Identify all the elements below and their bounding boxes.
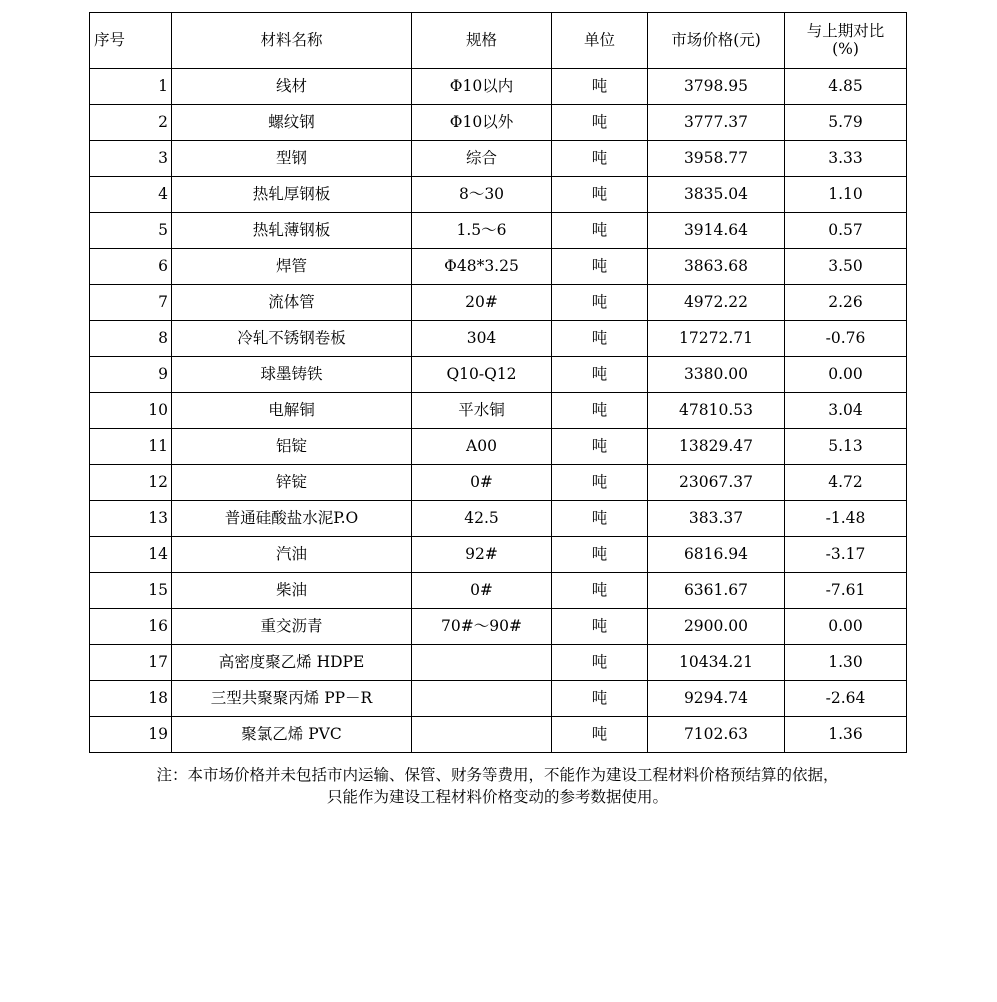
cell-price: 3914.64 — [648, 213, 785, 249]
cell-change: 4.72 — [785, 465, 907, 501]
cell-change: -3.17 — [785, 537, 907, 573]
cell-price: 9294.74 — [648, 681, 785, 717]
cell-spec: Φ10以内 — [412, 69, 552, 105]
cell-price: 3835.04 — [648, 177, 785, 213]
cell-index: 16 — [90, 609, 172, 645]
cell-unit: 吨 — [552, 537, 648, 573]
cell-index: 2 — [90, 105, 172, 141]
cell-index: 17 — [90, 645, 172, 681]
table-row — [90, 213, 907, 249]
cell-spec: 平水铜 — [412, 393, 552, 429]
table-row — [90, 141, 907, 177]
table-row — [90, 285, 907, 321]
table-row — [90, 717, 907, 753]
cell-price: 2900.00 — [648, 609, 785, 645]
table-row — [90, 645, 907, 681]
cell-spec: 1.5～6 — [412, 213, 552, 249]
cell-index: 15 — [90, 573, 172, 609]
header-index: 序号 — [90, 13, 172, 69]
cell-change: 0.00 — [785, 609, 907, 645]
table-row — [90, 357, 907, 393]
cell-index: 1 — [90, 69, 172, 105]
cell-material-name: 热轧厚钢板 — [172, 177, 412, 213]
cell-change: 2.26 — [785, 285, 907, 321]
cell-price: 13829.47 — [648, 429, 785, 465]
cell-index: 7 — [90, 285, 172, 321]
cell-price: 3863.68 — [648, 249, 785, 285]
cell-material-name: 焊管 — [172, 249, 412, 285]
cell-price: 3777.37 — [648, 105, 785, 141]
cell-index: 9 — [90, 357, 172, 393]
cell-price: 3380.00 — [648, 357, 785, 393]
cell-material-name: 聚氯乙烯 PVC — [172, 717, 412, 753]
cell-unit: 吨 — [552, 645, 648, 681]
cell-material-name: 铝锭 — [172, 429, 412, 465]
cell-material-name: 普通硅酸盐水泥P.O — [172, 501, 412, 537]
cell-material-name: 高密度聚乙烯 HDPE — [172, 645, 412, 681]
table-row — [90, 465, 907, 501]
header-name: 材料名称 — [172, 13, 412, 69]
cell-price: 3958.77 — [648, 141, 785, 177]
cell-material-name: 三型共聚聚丙烯 PP－R — [172, 681, 412, 717]
cell-price: 6361.67 — [648, 573, 785, 609]
footnote — [89, 764, 906, 808]
cell-change: 5.79 — [785, 105, 907, 141]
cell-spec: Q10-Q12 — [412, 357, 552, 393]
cell-spec — [412, 681, 552, 717]
cell-index: 10 — [90, 393, 172, 429]
cell-unit: 吨 — [552, 177, 648, 213]
cell-unit: 吨 — [552, 465, 648, 501]
header-spec: 规格 — [412, 13, 552, 69]
cell-change: 1.10 — [785, 177, 907, 213]
table-row — [90, 609, 907, 645]
cell-change: 0.57 — [785, 213, 907, 249]
cell-material-name: 热轧薄钢板 — [172, 213, 412, 249]
cell-unit: 吨 — [552, 429, 648, 465]
cell-price: 383.37 — [648, 501, 785, 537]
cell-spec — [412, 717, 552, 753]
cell-change: -1.48 — [785, 501, 907, 537]
cell-price: 23067.37 — [648, 465, 785, 501]
cell-unit: 吨 — [552, 717, 648, 753]
cell-index: 11 — [90, 429, 172, 465]
cell-material-name: 柴油 — [172, 573, 412, 609]
header-change-line2: (%) — [832, 39, 859, 58]
cell-material-name: 球墨铸铁 — [172, 357, 412, 393]
table-row — [90, 393, 907, 429]
cell-price: 7102.63 — [648, 717, 785, 753]
cell-price: 3798.95 — [648, 69, 785, 105]
cell-unit: 吨 — [552, 69, 648, 105]
table-row — [90, 537, 907, 573]
cell-unit: 吨 — [552, 681, 648, 717]
cell-change: 1.30 — [785, 645, 907, 681]
table-row — [90, 429, 907, 465]
cell-spec: 0# — [412, 465, 552, 501]
cell-material-name: 螺纹钢 — [172, 105, 412, 141]
cell-change: 3.50 — [785, 249, 907, 285]
cell-price: 10434.21 — [648, 645, 785, 681]
cell-spec: 20# — [412, 285, 552, 321]
cell-spec: 综合 — [412, 141, 552, 177]
cell-unit: 吨 — [552, 141, 648, 177]
cell-unit: 吨 — [552, 609, 648, 645]
cell-material-name: 汽油 — [172, 537, 412, 573]
cell-change: -2.64 — [785, 681, 907, 717]
cell-index: 8 — [90, 321, 172, 357]
cell-spec: 0# — [412, 573, 552, 609]
table-row — [90, 249, 907, 285]
cell-material-name: 型钢 — [172, 141, 412, 177]
header-price: 市场价格(元) — [648, 13, 785, 69]
header-unit: 单位 — [552, 13, 648, 69]
cell-material-name: 冷轧不锈钢卷板 — [172, 321, 412, 357]
header-change — [785, 13, 907, 69]
table-row — [90, 501, 907, 537]
table-row — [90, 69, 907, 105]
cell-spec: Φ48*3.25 — [412, 249, 552, 285]
cell-change: 3.04 — [785, 393, 907, 429]
cell-price: 4972.22 — [648, 285, 785, 321]
cell-change: 5.13 — [785, 429, 907, 465]
table-row — [90, 573, 907, 609]
cell-unit: 吨 — [552, 321, 648, 357]
table-row — [90, 105, 907, 141]
cell-material-name: 电解铜 — [172, 393, 412, 429]
cell-unit: 吨 — [552, 249, 648, 285]
cell-index: 12 — [90, 465, 172, 501]
footnote-line-2: 只能作为建设工程材料价格变动的参考数据使用。 — [326, 788, 668, 806]
cell-spec — [412, 645, 552, 681]
cell-change: 0.00 — [785, 357, 907, 393]
cell-unit: 吨 — [552, 573, 648, 609]
cell-material-name: 锌锭 — [172, 465, 412, 501]
cell-spec: 304 — [412, 321, 552, 357]
cell-spec: 42.5 — [412, 501, 552, 537]
cell-unit: 吨 — [552, 213, 648, 249]
cell-index: 4 — [90, 177, 172, 213]
cell-unit: 吨 — [552, 285, 648, 321]
cell-change: 3.33 — [785, 141, 907, 177]
cell-index: 13 — [90, 501, 172, 537]
cell-unit: 吨 — [552, 357, 648, 393]
table-row — [90, 321, 907, 357]
cell-spec: A00 — [412, 429, 552, 465]
price-table — [89, 12, 907, 753]
cell-material-name: 线材 — [172, 69, 412, 105]
cell-index: 6 — [90, 249, 172, 285]
cell-material-name: 重交沥青 — [172, 609, 412, 645]
cell-change: 1.36 — [785, 717, 907, 753]
cell-change: -7.61 — [785, 573, 907, 609]
footnote-line-1: 注：本市场价格并未包括市内运输、保管、财务等费用，不能作为建设工程材料价格预结算的依据， — [156, 766, 839, 784]
cell-unit: 吨 — [552, 393, 648, 429]
cell-unit: 吨 — [552, 501, 648, 537]
header-change-line1: 与上期对比 — [806, 21, 885, 40]
cell-price: 6816.94 — [648, 537, 785, 573]
cell-index: 3 — [90, 141, 172, 177]
cell-price: 47810.53 — [648, 393, 785, 429]
cell-index: 19 — [90, 717, 172, 753]
table-body — [90, 69, 907, 753]
cell-unit: 吨 — [552, 105, 648, 141]
cell-material-name: 流体管 — [172, 285, 412, 321]
cell-index: 5 — [90, 213, 172, 249]
table-row — [90, 681, 907, 717]
cell-index: 14 — [90, 537, 172, 573]
table-header-row — [90, 13, 907, 69]
cell-spec: 70#～90# — [412, 609, 552, 645]
cell-change: 4.85 — [785, 69, 907, 105]
cell-spec: Φ10以外 — [412, 105, 552, 141]
cell-spec: 92# — [412, 537, 552, 573]
cell-change: -0.76 — [785, 321, 907, 357]
cell-price: 17272.71 — [648, 321, 785, 357]
cell-spec: 8～30 — [412, 177, 552, 213]
cell-index: 18 — [90, 681, 172, 717]
table-row — [90, 177, 907, 213]
